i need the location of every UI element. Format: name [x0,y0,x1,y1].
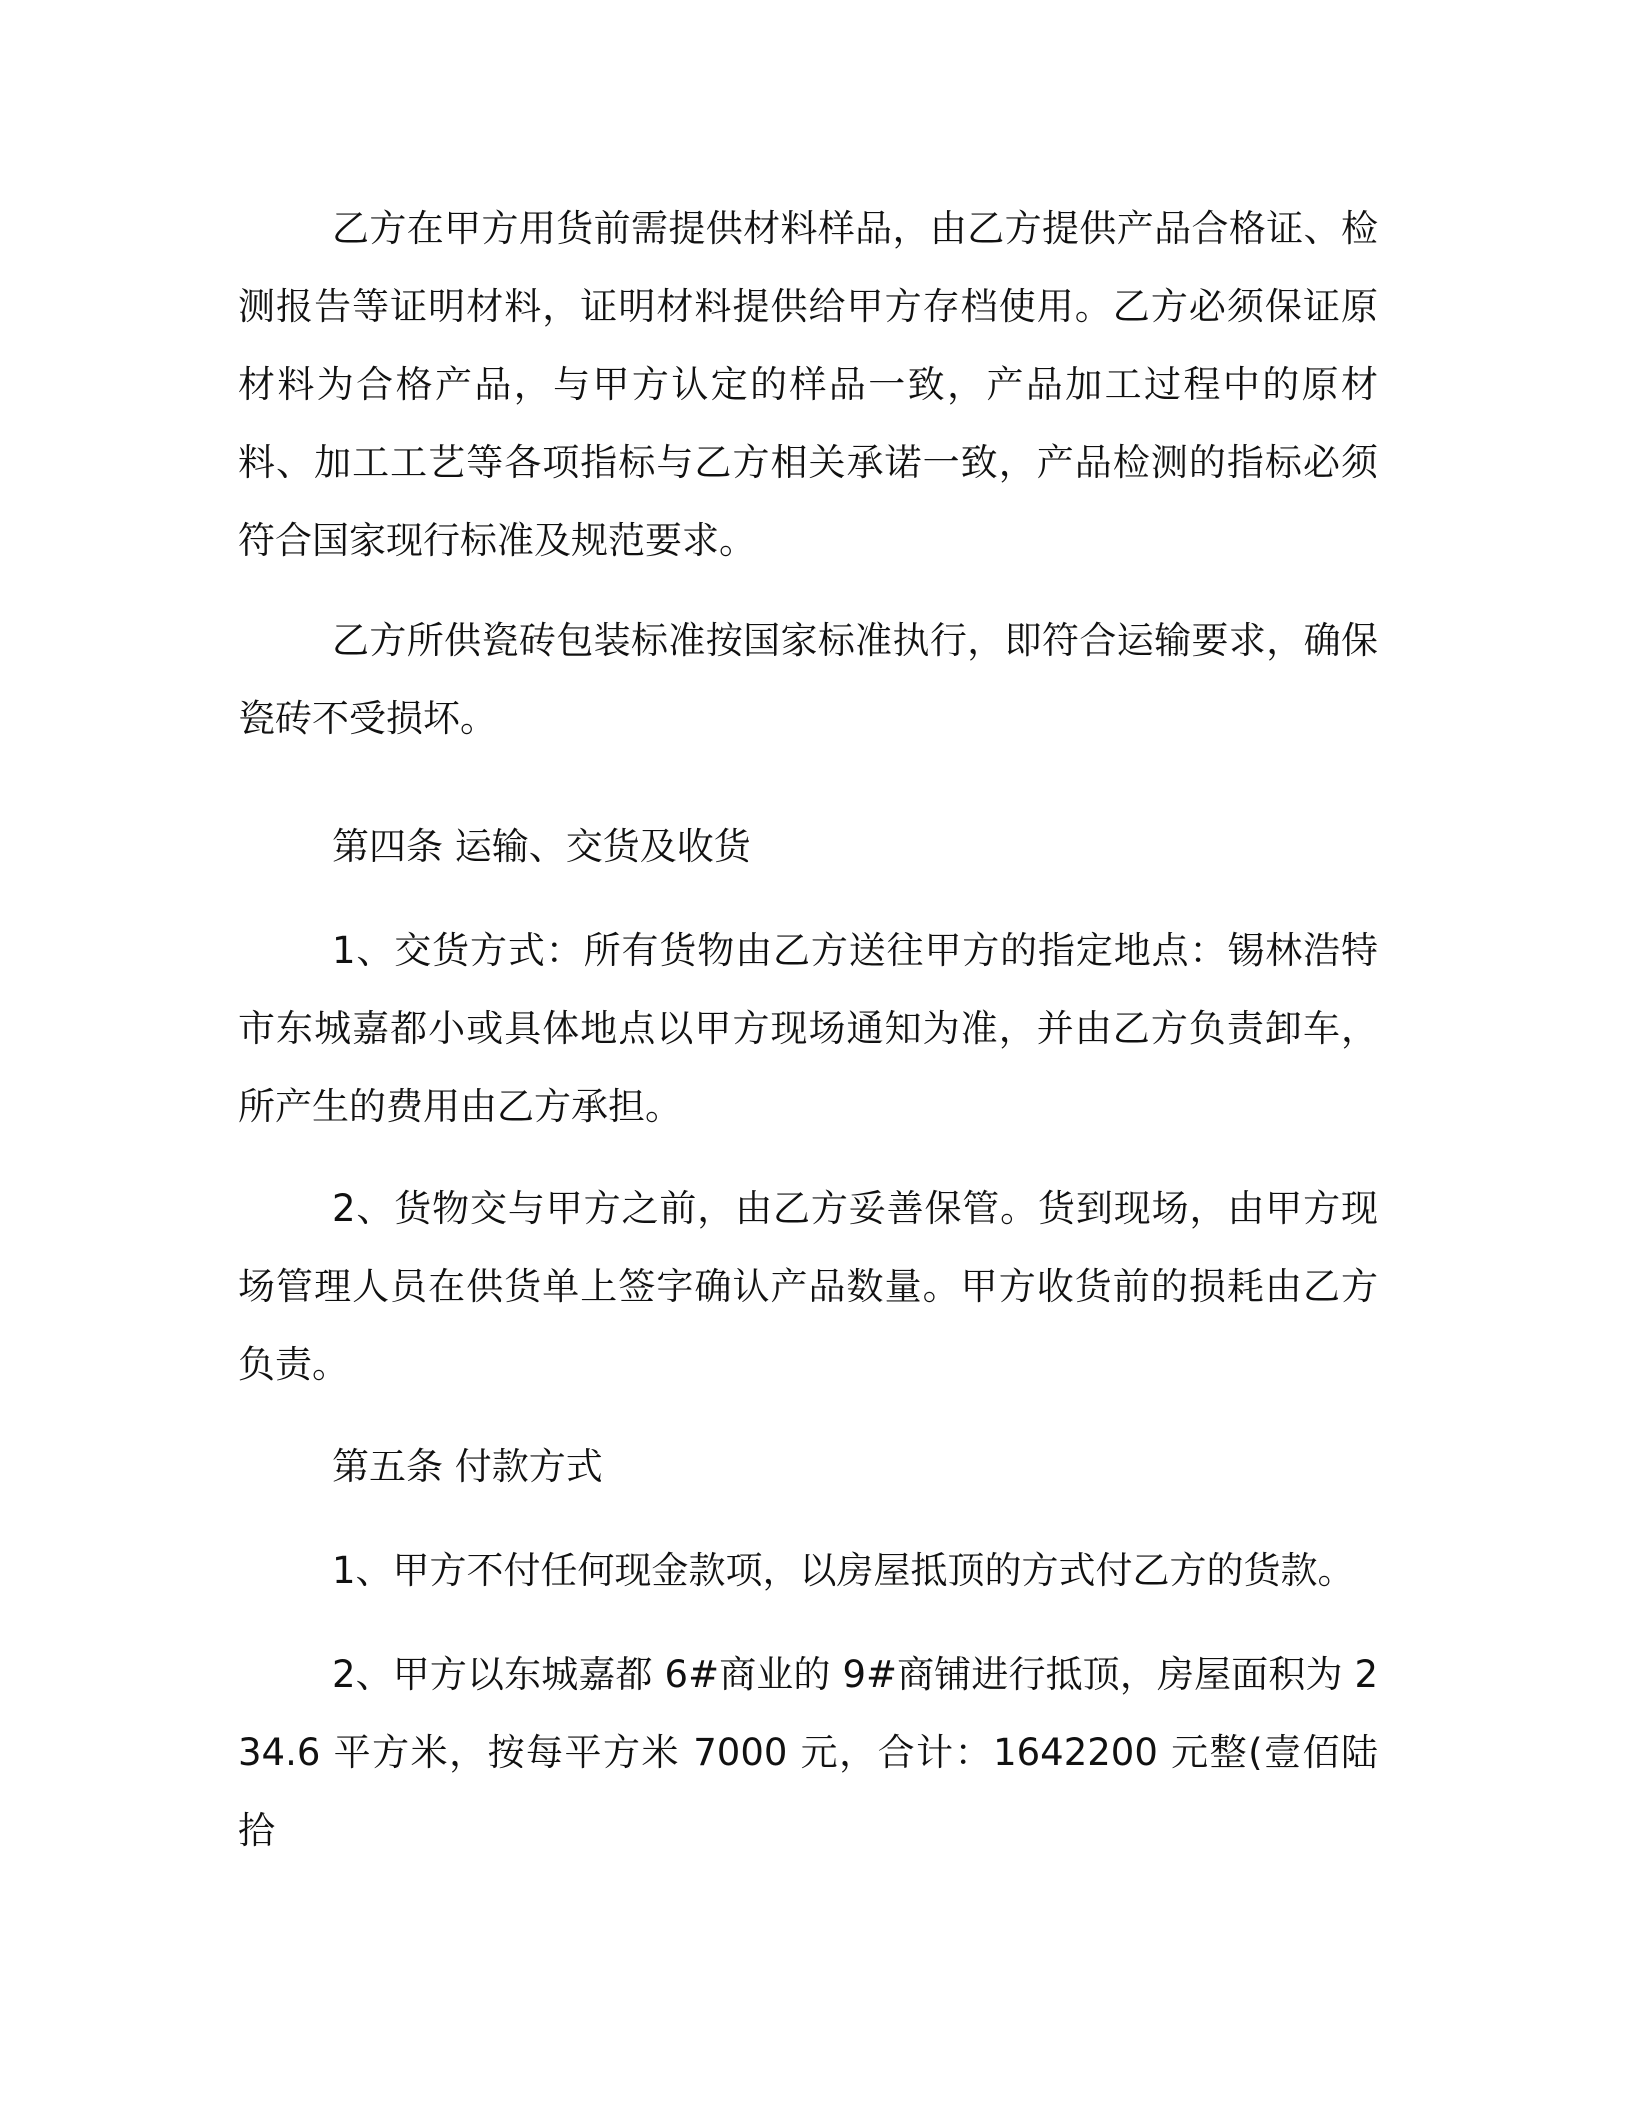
article-4-heading: 第四条 运输、交货及收货 [332,825,751,868]
paragraph-payment-no-cash: 1、甲方不付任何现金款项，以房屋抵顶的方式付乙方的货款。 [332,1549,1355,1592]
paragraph-property-offset: 2、甲方以东城嘉都 6#商业的 9#商铺进行抵顶，房屋面积为 234.6 平方米，按每平方米 7000 元，合计：1642200 元整(壹佰陆拾 [238,1653,1378,1852]
article-5-heading: 第五条 付款方式 [332,1445,603,1488]
paragraph-material-samples: 乙方在甲方用货前需提供材料样品，由乙方提供产品合格证、检测报告等证明材料，证明材料提供给甲方存档使用。乙方必须保证原材料为合格产品，与甲方认定的样品一致，产品加工过程中的原材料、加工工艺等各项指标与乙方相关承诺一致，产品检测的指标必须符合国家现行标准及规范要求。 [238,207,1378,562]
paragraph-packaging-standard: 乙方所供瓷砖包装标准按国家标准执行，即符合运输要求，确保瓷砖不受损坏。 [238,619,1378,740]
paragraph-delivery-method: 1、交货方式：所有货物由乙方送往甲方的指定地点：锡林浩特市东城嘉都小或具体地点以甲方现场通知为准，并由乙方负责卸车，所产生的费用由乙方承担。 [238,929,1378,1128]
paragraph-goods-custody: 2、货物交与甲方之前，由乙方妥善保管。货到现场，由甲方现场管理人员在供货单上签字确认产品数量。甲方收货前的损耗由乙方负责。 [238,1187,1378,1386]
